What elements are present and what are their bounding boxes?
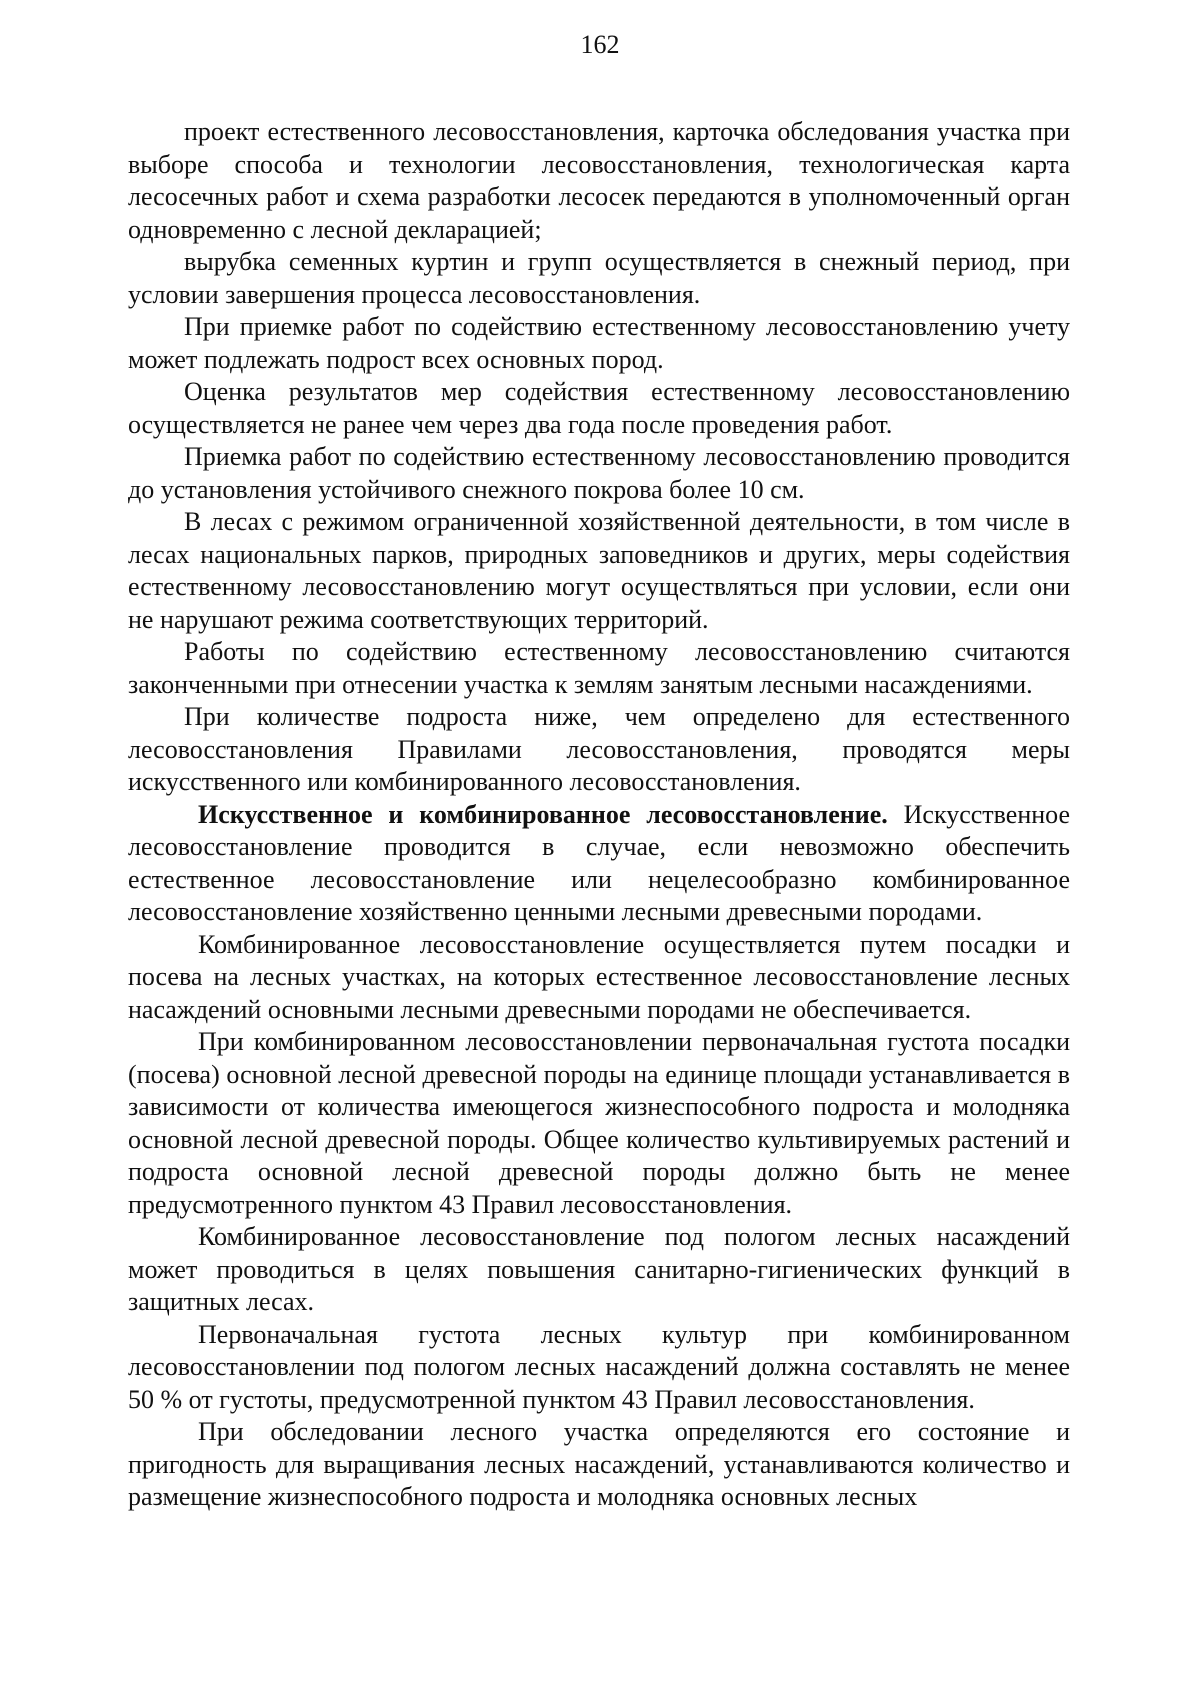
- paragraph: При комбинированном лесовосстановлении первоначальная густота посадки (посева) основной лесной древесной породы на единице площади устанавливается в зависимости от количества имеющегося жизнеспособного подроста и молодняка основной лесной древесной породы. Общее количество культивируемых растений и подроста основной лесной древесной породы должно быть не менее предусмотренного пунктом 43 Правил лесовосстановления.: [128, 1027, 1070, 1219]
- section-heading: Искусственное и комбинированное лесовосстановление.: [198, 799, 888, 829]
- section-text: Искусственное лесовосстановление проводится в случае, если невозможно обеспечить естественное лесовосстановление или нецелесообразно комбинированное лесовосстановление хозяйственно ценными лесными древесными породами.: [128, 799, 1071, 926]
- paragraph: Первоначальная густота лесных культур при комбинированном лесовосстановлении под пологом лесных насаждений должна составлять не менее 50 % от густоты, предусмотренной пунктом 43 Правил лесовосстановления.: [128, 1319, 1070, 1414]
- paragraph: Комбинированное лесовосстановление под пологом лесных насаждений может проводиться в целях повышения санитарно-гигиенических функций в защитных лесах.: [128, 1222, 1070, 1316]
- paragraph: вырубка семенных куртин и групп осуществляется в снежный период, при условии завершения процесса лесовосстановления.: [128, 247, 1070, 309]
- paragraph: При количестве подроста ниже, чем определено для естественного лесовосстановления Правилами лесовосстановления, проводятся меры искусственного или комбинированного лесовосстановления.: [128, 702, 1070, 796]
- paragraph: проект естественного лесовосстановления, карточка обследования участка при выборе способа и технологии лесовосстановления, технологическая карта лесосечных работ и схема разработки лесосек передаются в уполномоченный орган одновременно с лесной декларацией;: [128, 117, 1070, 244]
- section-paragraph: [128, 799, 1070, 929]
- paragraph: При приемке работ по содействию естественному лесовосстановлению учету может подлежать подрост всех основных пород.: [128, 312, 1070, 374]
- paragraph: В лесах с режимом ограниченной хозяйственной деятельности, в том числе в лесах национальных парков, природных заповедников и других, меры содействия естественному лесовосстановлению могут осуществляться при условии, если они не нарушают режима соответствующих территорий.: [128, 507, 1070, 634]
- paragraph: При обследовании лесного участка определяются его состояние и пригодность для выращивания лесных насаждений, устанавливаются количество и размещение жизнеспособного подроста и молодняка основных лесных: [128, 1417, 1070, 1511]
- paragraph: Оценка результатов мер содействия естественному лесовосстановлению осуществляется не ранее чем через два года после проведения работ.: [128, 377, 1070, 439]
- paragraph: Приемка работ по содействию естественному лесовосстановлению проводится до установления устойчивого снежного покрова более 10 см.: [128, 442, 1070, 504]
- paragraph: Работы по содействию естественному лесовосстановлению считаются законченными при отнесении участка к землям занятым лесными насаждениями.: [128, 637, 1070, 699]
- paragraph: Комбинированное лесовосстановление осуществляется путем посадки и посева на лесных участках, на которых естественное лесовосстановление лесных насаждений основными лесными древесными породами не обеспечивается.: [128, 929, 1070, 1024]
- document-body: [128, 116, 1070, 1514]
- page-number: 162: [580, 30, 620, 59]
